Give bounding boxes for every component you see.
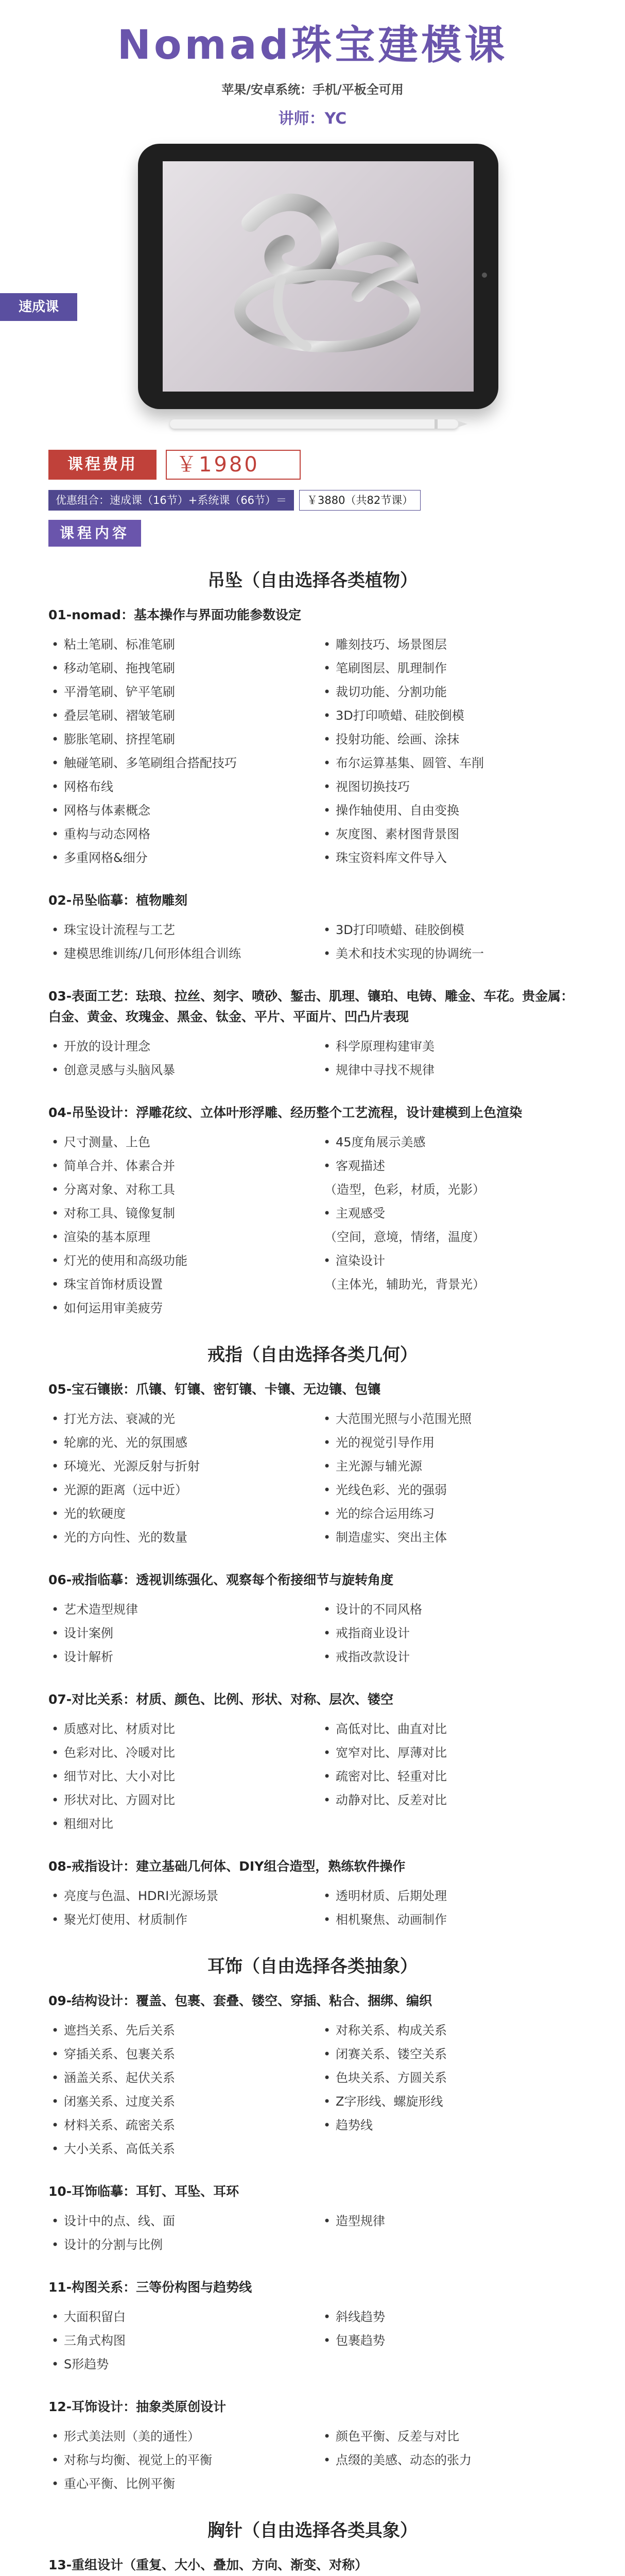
topic-item: • 闭赛关系、镂空关系 bbox=[320, 2042, 577, 2066]
module-title: 11-构图关系：三等份构图与趋势线 bbox=[48, 2279, 252, 2295]
topic-item: • 打光方法、衰减的光 bbox=[48, 1407, 305, 1431]
topic-item: • 粘土笔刷、标准笔刷 bbox=[48, 633, 305, 656]
course-module bbox=[48, 2555, 577, 2576]
module-topics bbox=[48, 2209, 577, 2257]
topic-item: • 光的方向性、光的数量 bbox=[48, 1526, 305, 1549]
course-module bbox=[48, 986, 577, 1082]
module-title: 04-吊坠设计：浮雕花纹、立体叶形浮雕、经历整个工艺流程，设计建模到上色渲染 bbox=[48, 1105, 523, 1120]
course-module bbox=[48, 605, 577, 870]
course-module bbox=[48, 2397, 577, 2496]
topic-item: • 趋势线 bbox=[320, 2113, 577, 2137]
topic-item: • Z字形线、螺旋形线 bbox=[320, 2090, 577, 2113]
course-module bbox=[48, 1570, 577, 1669]
module-title: 13-重组设计（重复、大小、叠加、方向、渐变、对称） bbox=[48, 2557, 368, 2572]
course-module bbox=[48, 1689, 577, 1836]
topic-item: • 闭塞关系、过度关系 bbox=[48, 2090, 305, 2113]
topic-item: • 光线色彩、光的强弱 bbox=[320, 1478, 577, 1502]
topic-item: • 规律中寻找不规律 bbox=[320, 1058, 577, 1082]
topic-item: • 设计解析 bbox=[48, 1645, 305, 1669]
hero-image bbox=[0, 144, 625, 443]
topic-item: • 材料关系、疏密关系 bbox=[48, 2113, 305, 2137]
topic-item: • 开放的设计理念 bbox=[48, 1035, 305, 1058]
module-title: 06-戒指临摹：透视训练强化、观察每个衔接细节与旋转角度 bbox=[48, 1572, 394, 1587]
topic-item: • 尺寸测量、上色 bbox=[48, 1130, 305, 1154]
jewelry-render-image bbox=[163, 161, 474, 392]
course-module bbox=[48, 1991, 577, 2161]
combo-offer-text: 优惠组合：速成课（16节）+系统课（66节）＝ bbox=[48, 490, 294, 511]
topic-item: • 投射功能、绘画、涂抹 bbox=[320, 727, 577, 751]
topic-item: • 分离对象、对称工具 bbox=[48, 1178, 305, 1201]
section-title: 耳饰（自由选择各类抽象） bbox=[207, 1956, 418, 1977]
camera-icon bbox=[482, 273, 487, 278]
combo-offer bbox=[48, 490, 625, 511]
price-label: 课程费用 bbox=[48, 450, 157, 480]
stylus-pencil-icon bbox=[170, 419, 458, 429]
teacher-name: 讲师：YC bbox=[278, 109, 347, 128]
topic-item: • 聚光灯使用、材质制作 bbox=[48, 1908, 305, 1931]
topic-item: • 设计的分割与比例 bbox=[48, 2233, 305, 2257]
section-title: 胸针（自由选择各类具象） bbox=[207, 2520, 418, 2541]
topic-item: • 斜线趋势 bbox=[320, 2305, 577, 2329]
module-topics bbox=[48, 918, 577, 965]
price-row bbox=[48, 450, 625, 480]
module-topics bbox=[48, 1407, 577, 1549]
topic-item: • 相机聚焦、动画制作 bbox=[320, 1908, 577, 1931]
topic-item: • 渲染的基本原理 bbox=[48, 1225, 305, 1249]
topic-item: • 光源的距离（远中近） bbox=[48, 1478, 305, 1502]
module-topics bbox=[48, 2425, 577, 2496]
module-title: 10-耳饰临摹：耳钉、耳坠、耳环 bbox=[48, 2183, 239, 2199]
course-module bbox=[48, 1856, 577, 1931]
module-topics bbox=[48, 1884, 577, 1931]
module-topics bbox=[48, 2019, 577, 2161]
topic-item: • 三角式构图 bbox=[48, 2329, 305, 2352]
tablet-icon bbox=[138, 144, 498, 409]
topic-item: • 形状对比、方圆对比 bbox=[48, 1788, 305, 1812]
topic-item bbox=[320, 1812, 577, 1836]
topic-item: • 对称关系、构成关系 bbox=[320, 2019, 577, 2042]
topic-item: • 45度角展示美感 bbox=[320, 1130, 577, 1154]
topic-item: • 灯光的使用和高级功能 bbox=[48, 1249, 305, 1273]
topic-item: • 轮廓的光、光的氛围感 bbox=[48, 1431, 305, 1454]
topic-item: • 客观描述 bbox=[320, 1154, 577, 1178]
topic-item: • 视图切换技巧 bbox=[320, 775, 577, 799]
price-value: ￥1980 bbox=[166, 450, 301, 480]
topic-item: • 美术和技术实现的协调统一 bbox=[320, 942, 577, 965]
topic-item: • 简单合并、体素合并 bbox=[48, 1154, 305, 1178]
topic-item: • S形趋势 bbox=[48, 2352, 305, 2376]
module-title: 03-表面工艺：珐琅、拉丝、刻字、喷砂、錾击、肌理、镶珀、电铸、雕金、车花。贵金属：白金、黄金、玫瑰金、黑金、钛金、平片、平面片、凹凸片表现 bbox=[48, 988, 574, 1024]
topic-item: • 色块关系、方圆关系 bbox=[320, 2066, 577, 2090]
topic-item: • 对称与均衡、视觉上的平衡 bbox=[48, 2448, 305, 2472]
module-topics bbox=[48, 1035, 577, 1082]
topic-item: • 平滑笔刷、铲平笔刷 bbox=[48, 680, 305, 704]
topic-item bbox=[320, 2137, 577, 2161]
topic-item: • 点缀的美感、动态的张力 bbox=[320, 2448, 577, 2472]
topic-item: • 环境光、光源反射与折射 bbox=[48, 1454, 305, 1478]
module-title: 09-结构设计：覆盖、包裹、套叠、镂空、穿插、粘合、捆绑、编织 bbox=[48, 1993, 432, 2008]
topic-item: • 设计案例 bbox=[48, 1621, 305, 1645]
topic-item: • 透明材质、后期处理 bbox=[320, 1884, 577, 1908]
topic-item: • 戒指改款设计 bbox=[320, 1645, 577, 1669]
topic-item: （主体光，辅助光，背景光） bbox=[324, 1277, 485, 1292]
module-topics bbox=[48, 1130, 577, 1320]
topic-item: • 光的综合运用练习 bbox=[320, 1502, 577, 1526]
topic-item: • 亮度与色温、HDRI光源场景 bbox=[48, 1884, 305, 1908]
topic-item: • 高低对比、曲直对比 bbox=[320, 1717, 577, 1741]
topic-item: • 网格与体素概念 bbox=[48, 799, 305, 822]
topic-item: （造型，色彩，材质，光影） bbox=[324, 1182, 485, 1197]
topic-item: • 移动笔刷、拖拽笔刷 bbox=[48, 656, 305, 680]
topic-item: • 布尔运算基集、圆管、车削 bbox=[320, 751, 577, 775]
quick-course-badge: 速成课 bbox=[0, 293, 77, 321]
ring-sculpture-icon bbox=[163, 161, 474, 392]
topic-item: • 设计中的点、线、面 bbox=[48, 2209, 305, 2233]
course-module bbox=[48, 2181, 577, 2257]
topic-item: • 设计的不同风格 bbox=[320, 1598, 577, 1621]
topic-item: • 裁切功能、分割功能 bbox=[320, 680, 577, 704]
topic-item: • 3D打印喷蜡、硅胶倒模 bbox=[320, 704, 577, 727]
topic-item: • 形式美法则（美的通性） bbox=[48, 2425, 305, 2448]
topic-item: • 制造虚实、突出主体 bbox=[320, 1526, 577, 1549]
topic-item: • 遮挡关系、先后关系 bbox=[48, 2019, 305, 2042]
platform-subtitle: 苹果/安卓系统：手机/平板全可用 bbox=[221, 82, 404, 97]
section-title: 戒指（自由选择各类几何） bbox=[207, 1344, 418, 1365]
course-contents-label: 课程内容 bbox=[48, 520, 141, 547]
topic-item: • 穿插关系、包裹关系 bbox=[48, 2042, 305, 2066]
topic-item: • 动静对比、反差对比 bbox=[320, 1788, 577, 1812]
topic-item: • 珠宝资料库文件导入 bbox=[320, 846, 577, 870]
course-module bbox=[48, 2277, 577, 2376]
topic-item: • 色彩对比、冷暖对比 bbox=[48, 1741, 305, 1765]
topic-item bbox=[320, 2472, 577, 2496]
topic-item: • 戒指商业设计 bbox=[320, 1621, 577, 1645]
topic-item: • 操作轴使用、自由变换 bbox=[320, 799, 577, 822]
topic-item: • 如何运用审美疲劳 bbox=[48, 1296, 305, 1320]
topic-item: • 膨胀笔刷、挤捏笔刷 bbox=[48, 727, 305, 751]
module-title: 07-对比关系：材质、颜色、比例、形状、对称、层次、镂空 bbox=[48, 1691, 394, 1707]
topic-item bbox=[320, 2233, 577, 2257]
course-title: Nomad珠宝建模课 bbox=[117, 22, 508, 69]
topic-item: • 涵盖关系、起伏关系 bbox=[48, 2066, 305, 2090]
topic-item: • 珠宝设计流程与工艺 bbox=[48, 918, 305, 942]
module-title: 12-耳饰设计：抽象类原创设计 bbox=[48, 2399, 227, 2414]
topic-item: • 主光源与辅光源 bbox=[320, 1454, 577, 1478]
topic-item: • 颜色平衡、反差与对比 bbox=[320, 2425, 577, 2448]
module-title: 01-nomad：基本操作与界面功能参数设定 bbox=[48, 607, 301, 622]
topic-item: • 宽窄对比、厚薄对比 bbox=[320, 1741, 577, 1765]
topic-item: • 主观感受 bbox=[320, 1201, 577, 1225]
topic-item bbox=[320, 1296, 577, 1320]
topic-item: • 触碰笔刷、多笔刷组合搭配技巧 bbox=[48, 751, 305, 775]
topic-item: • 重心平衡、比例平衡 bbox=[48, 2472, 305, 2496]
topic-item: • 疏密对比、轻重对比 bbox=[320, 1765, 577, 1788]
module-title: 02-吊坠临摹：植物雕刻 bbox=[48, 892, 188, 908]
topic-item: • 艺术造型规律 bbox=[48, 1598, 305, 1621]
course-module bbox=[48, 1103, 577, 1320]
module-topics bbox=[48, 1598, 577, 1669]
topic-item: • 创意灵感与头脑风暴 bbox=[48, 1058, 305, 1082]
topic-item: • 网格布线 bbox=[48, 775, 305, 799]
topic-item: • 对称工具、镜像复制 bbox=[48, 1201, 305, 1225]
topic-item: • 大范围光照与小范围光照 bbox=[320, 1407, 577, 1431]
course-module bbox=[48, 890, 577, 965]
module-topics bbox=[48, 2305, 577, 2376]
course-module bbox=[48, 1379, 577, 1549]
topic-item: • 大小关系、高低关系 bbox=[48, 2137, 305, 2161]
topic-item: • 包裹趋势 bbox=[320, 2329, 577, 2352]
module-topics bbox=[48, 1717, 577, 1836]
topic-item: • 渲染设计 bbox=[320, 1249, 577, 1273]
topic-item: • 科学原理构建审美 bbox=[320, 1035, 577, 1058]
curriculum bbox=[0, 566, 625, 2576]
topic-item: （空间，意境，情绪，温度） bbox=[324, 1229, 485, 1244]
topic-item: • 叠层笔刷、褶皱笔刷 bbox=[48, 704, 305, 727]
topic-item: • 灰度图、素材图背景图 bbox=[320, 822, 577, 846]
topic-item: • 质感对比、材质对比 bbox=[48, 1717, 305, 1741]
topic-item: • 光的视觉引导作用 bbox=[320, 1431, 577, 1454]
topic-item: • 珠宝首饰材质设置 bbox=[48, 1273, 305, 1296]
topic-item: • 造型规律 bbox=[320, 2209, 577, 2233]
topic-item: • 多重网格&细分 bbox=[48, 846, 305, 870]
module-title: 08-戒指设计：建立基础几何体、DIY组合造型，熟练软件操作 bbox=[48, 1858, 406, 1874]
topic-item: • 笔刷图层、肌理制作 bbox=[320, 656, 577, 680]
topic-item bbox=[320, 2352, 577, 2376]
topic-item: • 粗细对比 bbox=[48, 1812, 305, 1836]
topic-item: • 细节对比、大小对比 bbox=[48, 1765, 305, 1788]
topic-item: • 建模思维训练/几何形体组合训练 bbox=[48, 942, 305, 965]
topic-item: • 光的软硬度 bbox=[48, 1502, 305, 1526]
topic-item: • 3D打印喷蜡、硅胶倒模 bbox=[320, 918, 577, 942]
module-title: 05-宝石镶嵌：爪镶、钉镶、密钉镶、卡镶、无边镶、包镶 bbox=[48, 1381, 381, 1397]
topic-item: • 雕刻技巧、场景图层 bbox=[320, 633, 577, 656]
section-title: 吊坠（自由选择各类植物） bbox=[207, 570, 418, 591]
topic-item: • 大面积留白 bbox=[48, 2305, 305, 2329]
combo-offer-price: ￥3880（共82节课） bbox=[299, 490, 421, 511]
module-topics bbox=[48, 633, 577, 870]
topic-item: • 重构与动态网格 bbox=[48, 822, 305, 846]
